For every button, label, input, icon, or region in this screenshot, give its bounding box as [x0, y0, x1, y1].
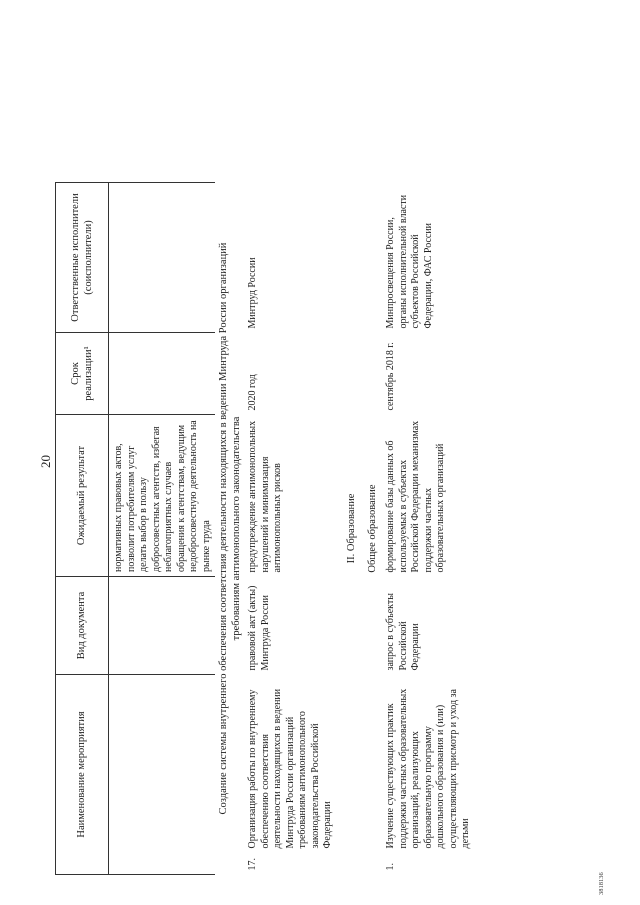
section-heading: Создание системы внутреннего обеспечения соответствия деятельности находящихся в ведении Минтруда России организаций требованиям антимонопольного законодательства [218, 242, 243, 815]
continuation-row [109, 183, 216, 875]
section-title-row [337, 183, 362, 875]
action-plan-table [55, 182, 475, 875]
subsection-title-row [362, 183, 383, 875]
header-document-type: Вид документа [56, 577, 109, 675]
page-number: 20 [38, 455, 53, 468]
continuation-result: нормативных правовых актов, позволит потребителям услуг делать выбор в пользу добросовестных агентств, избегая неблагоприятных случаев обращения к агентствам, ведущим недобросовестную деятельность на рынке труда [109, 415, 216, 577]
table-header-row [56, 183, 109, 875]
header-term: Срок реализации¹ [56, 333, 109, 415]
row-expected-result: формирование базы данных об используемых в субъектах Российской Федерации механизмах поддержки частных образовательных организаций [385, 420, 446, 573]
row-document-type: правовой акт (акты) Минтруда России [247, 585, 271, 671]
row-responsible: Минтруд России [247, 257, 259, 329]
section-heading-row [215, 183, 245, 875]
document-code: 3818136 [598, 872, 605, 895]
row-event-name: Организация работы по внутреннему обеспечению соответствия деятельности находящихся в ведении Минтруда России организаций требованиям антимонопольного законодательства Российской Федерации [247, 688, 334, 849]
section-title: II. Образование [345, 493, 357, 564]
subsection-title: Общее образование [366, 484, 378, 573]
row-expected-result: предупреждение антимонопольных нарушений и минимизация антимонопольных рисков [247, 420, 284, 573]
row-number: 1. [385, 863, 396, 871]
header-event-name: Наименование мероприятия [56, 675, 109, 875]
row-term: 2020 год [247, 374, 259, 411]
table-row [383, 183, 475, 875]
row-document-type: запрос в субъекты Российской Федерации [385, 593, 421, 671]
header-responsible: Ответственные исполнители (соисполнители) [56, 183, 109, 333]
row-responsible: Минпросвещения России, органы исполнительной власти субъектов Российской Федерации, ФАС России [385, 194, 434, 329]
table-row [245, 183, 337, 875]
row-number: 17. [247, 858, 259, 871]
header-expected-result: Ожидаемый результат [56, 415, 109, 577]
row-term: сентябрь 2018 г. [385, 342, 396, 411]
row-event-name: Изучение существующих практик поддержки частных образовательных организаций, реализующих образовательную программу дошкольного образования и (или) осуществляющих присмотр и уход за детьми [385, 688, 471, 849]
